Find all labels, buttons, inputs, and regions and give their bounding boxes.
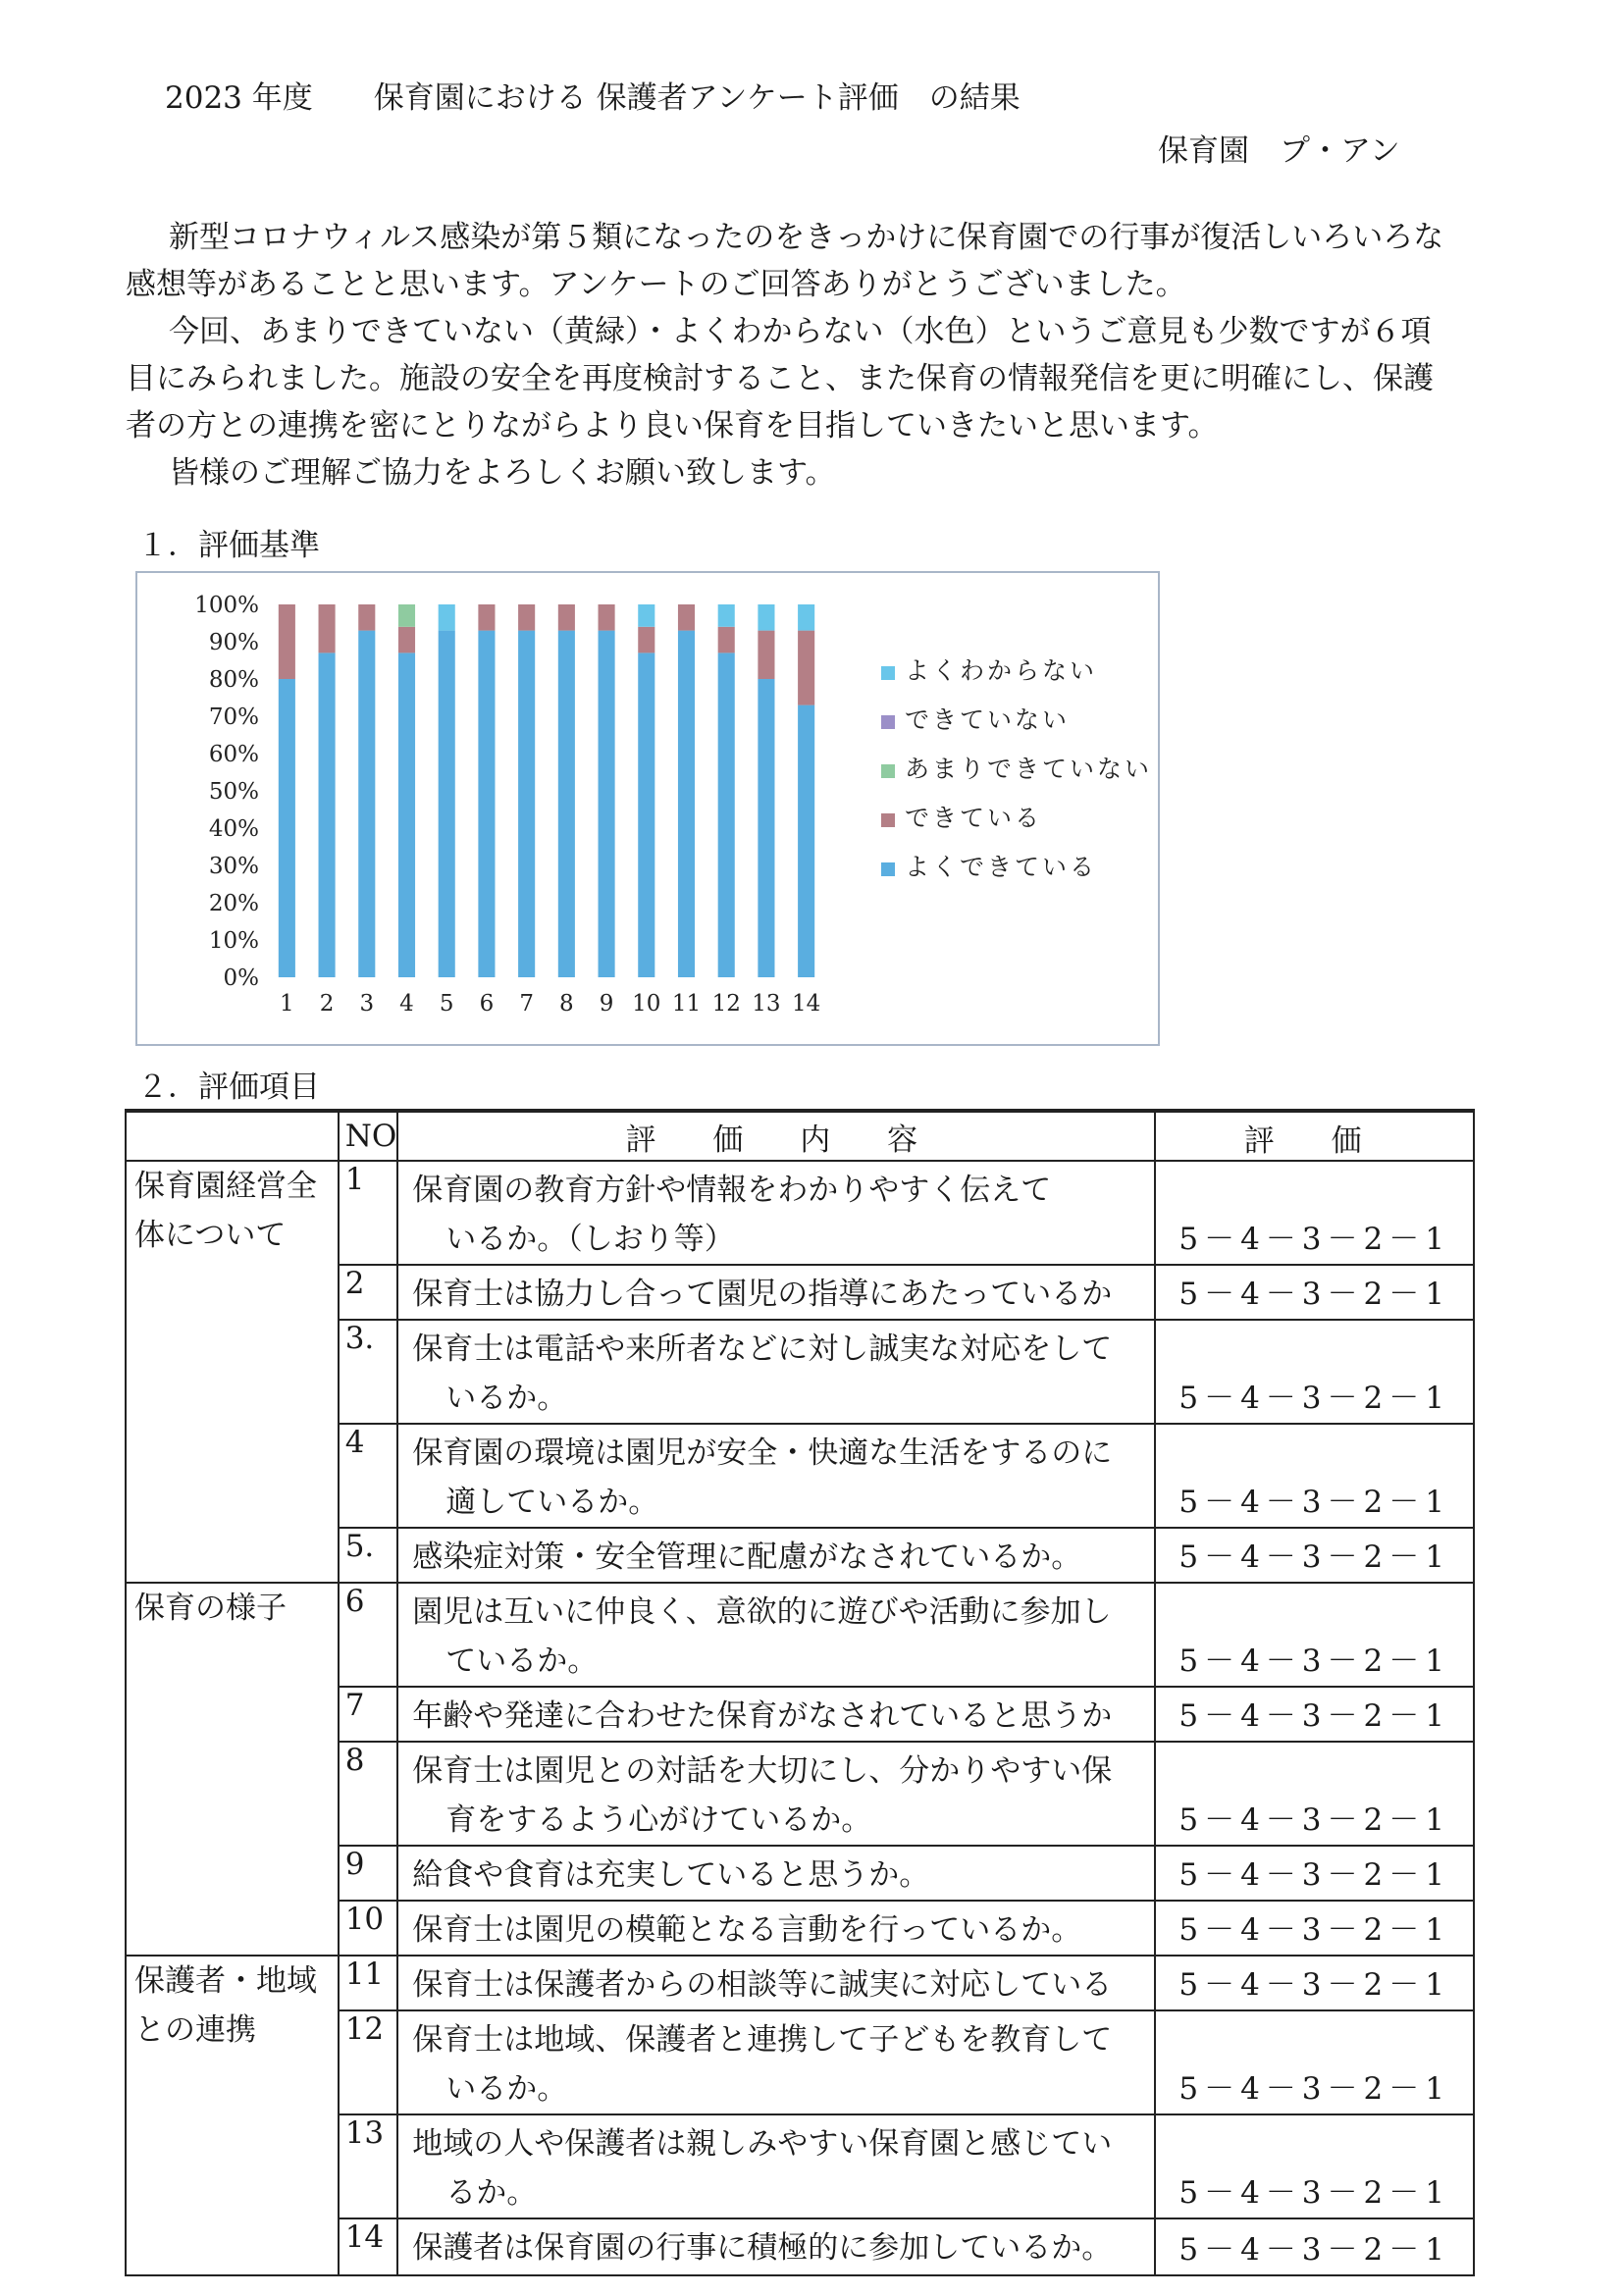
item-text	[412, 1902, 1154, 1955]
bar-segment	[398, 627, 415, 653]
item-line-1: 保護者は保育園の行事に積極的に参加しているか。	[412, 2230, 1113, 2266]
bar-segment	[358, 604, 375, 631]
item-line-2: 適しているか。	[445, 1485, 659, 1520]
rating-cell	[1155, 1687, 1474, 1742]
bar-segment	[798, 604, 814, 631]
chart-svg	[137, 573, 1158, 1044]
x-tick-label: 11	[671, 991, 702, 1017]
rating-scale: 5－4－3－2－1	[1178, 1802, 1450, 1838]
bar-segment	[518, 631, 535, 977]
x-tick-label: 3	[359, 991, 375, 1017]
legend-label: よくわからない	[905, 656, 1098, 685]
item-text	[412, 2219, 1154, 2272]
item-line-1: 保育士は園児との対話を大切にし、分かりやすい保	[412, 1753, 1113, 1789]
bar-segment	[558, 604, 575, 631]
intro-paragraph-1: 新型コロナウィルス感染が第５類になったのをきっかけに保育園での行事が復活しいろいろな感想等があることと思います。アンケートのご回答ありがとうございました。	[126, 220, 1444, 302]
rating-cell	[1155, 1846, 1474, 1901]
row-number: 13	[339, 2114, 398, 2218]
rating-scale: 5－4－3－2－1	[1178, 2071, 1450, 2107]
row-number: 9	[339, 1846, 398, 1901]
item-content	[397, 1528, 1155, 1583]
item-content	[397, 1901, 1155, 1956]
bar-segment	[678, 631, 695, 977]
row-number: 8	[339, 1742, 398, 1846]
item-line-1: 保育士は園児の模範となる言動を行っているか。	[412, 1912, 1082, 1948]
item-line-1: 保育園の教育方針や情報をわかりやすく伝えて	[412, 1173, 1052, 1208]
page-title: 2023 年度 保育園における 保護者アンケート評価 の結果	[165, 80, 1021, 116]
item-text	[412, 1688, 1154, 1741]
row-number: 10	[339, 1901, 398, 1956]
x-tick-label: 8	[559, 991, 574, 1017]
item-text	[412, 1529, 1154, 1582]
y-tick-label: 40%	[208, 816, 259, 842]
item-text	[412, 1321, 1154, 1423]
bar-segment	[599, 604, 615, 631]
legend-label: よくできている	[905, 853, 1098, 881]
bar-segment	[718, 604, 735, 627]
row-number: 2	[339, 1265, 398, 1320]
rating-cell	[1155, 1265, 1474, 1320]
y-tick-label: 20%	[208, 891, 259, 916]
y-tick-label: 50%	[208, 779, 259, 805]
bar-segment	[758, 631, 774, 679]
item-content	[397, 2114, 1155, 2218]
item-line-1: 感染症対策・安全管理に配慮がなされているか。	[412, 1539, 1082, 1575]
item-content	[397, 1320, 1155, 1424]
y-tick-label: 100%	[194, 593, 259, 618]
bar-segment	[319, 652, 336, 977]
item-text	[412, 1266, 1154, 1319]
bar-segment	[319, 604, 336, 652]
legend-swatch	[881, 764, 895, 778]
row-number: 1	[339, 1161, 398, 1265]
header-rating-label: 評 価	[1243, 1123, 1386, 1159]
category-label: 保育の様子	[134, 1591, 287, 1626]
item-line-2: るか。	[445, 2175, 538, 2211]
item-text	[412, 1847, 1154, 1900]
y-tick-label: 30%	[208, 854, 259, 879]
item-line-1: 保育士は協力し合って園児の指導にあたっているか	[412, 1277, 1113, 1312]
intro-text	[126, 214, 1460, 496]
legend-swatch	[881, 715, 895, 729]
x-tick-label: 5	[439, 991, 454, 1017]
bar-segment	[638, 652, 654, 977]
bar-segment	[358, 631, 375, 977]
bar-segment	[638, 604, 654, 627]
rating-cell	[1155, 1901, 1474, 1956]
category-cell	[126, 1161, 339, 1583]
bar-segment	[718, 652, 735, 977]
table-row	[126, 1583, 1474, 1687]
rating-scale: 5－4－3－2－1	[1178, 2175, 1450, 2211]
y-tick-label: 0%	[223, 965, 259, 991]
item-content	[397, 1687, 1155, 1742]
bar-segment	[558, 631, 575, 977]
row-number: 12	[339, 2010, 398, 2114]
bar-segment	[758, 679, 774, 977]
header-content-label: 評 価 内 容	[625, 1122, 942, 1158]
table-row	[126, 1161, 1474, 1265]
rating-cell	[1155, 2218, 1474, 2275]
y-tick-label: 90%	[208, 630, 259, 655]
row-number: 7	[339, 1687, 398, 1742]
bar-segment	[478, 604, 495, 631]
rating-scale: 5－4－3－2－1	[1178, 1381, 1450, 1416]
item-line-1: 保育士は保護者からの相談等に誠実に対応している	[412, 1967, 1113, 2003]
item-text	[412, 1425, 1154, 1527]
bar-segment	[279, 604, 295, 679]
rating-scale: 5－4－3－2－1	[1178, 1644, 1450, 1679]
x-tick-label: 4	[399, 991, 414, 1017]
item-text	[412, 2115, 1154, 2218]
x-tick-label: 7	[519, 991, 534, 1017]
item-content	[397, 1265, 1155, 1320]
item-line-2: いるか。（しおり等）	[445, 1222, 735, 1257]
item-line-1: 保育士は地域、保護者と連携して子どもを教育して	[412, 2022, 1113, 2058]
bar-segment	[678, 604, 695, 631]
rating-scale: 5－4－3－2－1	[1178, 1485, 1450, 1520]
item-line-1: 保育士は電話や来所者などに対し誠実な対応をして	[412, 1331, 1113, 1367]
rating-scale: 5－4－3－2－1	[1178, 2232, 1450, 2268]
item-text	[412, 1584, 1154, 1686]
legend-swatch	[881, 813, 895, 827]
header-no: NO	[339, 1111, 398, 1161]
item-text	[412, 1162, 1154, 1264]
bar-segment	[439, 604, 455, 631]
bar-segment	[398, 652, 415, 977]
item-content	[397, 1742, 1155, 1846]
item-text	[412, 2011, 1154, 2113]
row-number: 4	[339, 1424, 398, 1528]
rating-scale: 5－4－3－2－1	[1178, 1698, 1450, 1734]
x-tick-label: 1	[280, 991, 294, 1017]
item-line-1: 保育園の環境は園児が安全・快適な生活をするのに	[412, 1435, 1113, 1471]
item-content	[397, 1424, 1155, 1528]
rating-cell	[1155, 1161, 1474, 1265]
y-tick-label: 10%	[208, 928, 259, 954]
category-label: 保護者・地域との連携	[134, 1963, 317, 2048]
x-tick-label: 14	[792, 991, 821, 1017]
legend-label: できていない	[905, 705, 1071, 734]
category-label: 保育園経営全体について	[134, 1169, 317, 1253]
legend-swatch	[881, 862, 895, 876]
x-tick-label: 9	[599, 991, 614, 1017]
legend-label: できている	[905, 804, 1043, 832]
x-tick-label: 10	[632, 991, 661, 1017]
rating-cell	[1155, 1956, 1474, 2010]
bar-segment	[798, 705, 814, 977]
intro-paragraph-2: 今回、あまりできていない（黄緑）・よくわからない（水色）というご意見も少数ですが６項目にみられました。施設の安全を再度検討すること、また保育の情報発信を更に明確にし、保護者の方との連携を密にとりながらより良い保育を目指していきたいと思います。	[126, 314, 1434, 444]
rating-scale: 5－4－3－2－1	[1178, 1539, 1450, 1575]
row-number: 14	[339, 2218, 398, 2275]
bar-segment	[798, 631, 814, 705]
category-cell	[126, 1956, 339, 2275]
item-line-1: 地域の人や保護者は親しみやすい保育園と感じてい	[412, 2126, 1113, 2162]
evaluation-table	[125, 1109, 1475, 2276]
item-line-2: いるか。	[445, 2071, 568, 2107]
item-line-1: 園児は互いに仲良く、意欲的に遊びや活動に参加し	[412, 1594, 1112, 1630]
bar-segment	[478, 631, 495, 977]
item-content	[397, 1846, 1155, 1901]
item-content	[397, 2010, 1155, 2114]
row-number: 6	[339, 1583, 398, 1687]
rating-scale: 5－4－3－2－1	[1178, 1967, 1450, 2003]
category-cell	[126, 1583, 339, 1956]
organization-name: 保育園 プ・アン	[1158, 133, 1400, 169]
y-tick-label: 60%	[208, 742, 259, 767]
item-line-1: 給食や食育は充実していると思うか。	[412, 1857, 930, 1893]
bar-segment	[398, 604, 415, 627]
item-content	[397, 1956, 1155, 2010]
x-tick-label: 6	[479, 991, 495, 1017]
item-line-1: 年齢や発達に合わせた保育がなされていると思うか	[412, 1698, 1113, 1734]
section-heading-items: ２．評価項目	[137, 1070, 320, 1105]
item-content	[397, 1583, 1155, 1687]
bar-segment	[638, 627, 654, 653]
rating-cell	[1155, 1742, 1474, 1846]
item-text	[412, 1743, 1154, 1845]
row-number: 11	[339, 1956, 398, 2010]
bar-segment	[718, 627, 735, 653]
legend-label: あまりできていない	[905, 755, 1153, 783]
bar-segment	[599, 631, 615, 977]
header-content	[397, 1111, 1155, 1161]
x-tick-label: 2	[319, 991, 335, 1017]
table-header-row	[126, 1111, 1474, 1161]
rating-scale: 5－4－3－2－1	[1178, 1912, 1450, 1948]
item-line-2: ているか。	[445, 1644, 599, 1679]
bar-segment	[518, 604, 535, 631]
rating-cell	[1155, 2114, 1474, 2218]
header-rating	[1155, 1111, 1474, 1161]
header-category-blank	[126, 1111, 339, 1161]
table-row	[126, 1956, 1474, 2010]
bar-segment	[439, 631, 455, 977]
rating-scale: 5－4－3－2－1	[1178, 1222, 1450, 1257]
item-line-2: いるか。	[445, 1381, 568, 1416]
rating-cell	[1155, 1320, 1474, 1424]
rating-cell	[1155, 1583, 1474, 1687]
rating-scale: 5－4－3－2－1	[1178, 1277, 1450, 1312]
y-tick-label: 70%	[208, 704, 259, 730]
section-heading-criteria: １．評価基準	[137, 528, 320, 563]
rating-cell	[1155, 2010, 1474, 2114]
bar-segment	[758, 604, 774, 631]
row-number: 5.	[339, 1528, 398, 1583]
bar-segment	[279, 679, 295, 977]
legend-swatch	[881, 666, 895, 680]
rating-cell	[1155, 1424, 1474, 1528]
item-content	[397, 1161, 1155, 1265]
y-tick-label: 80%	[208, 667, 259, 693]
item-line-2: 育をするよう心がけているか。	[445, 1802, 872, 1838]
x-tick-label: 12	[711, 991, 741, 1017]
item-text	[412, 1957, 1154, 2009]
evaluation-chart	[135, 571, 1160, 1046]
rating-cell	[1155, 1528, 1474, 1583]
x-tick-label: 13	[752, 991, 781, 1017]
rating-scale: 5－4－3－2－1	[1178, 1857, 1450, 1893]
intro-paragraph-3: 皆様のご理解ご協力をよろしくお願い致します。	[169, 455, 836, 491]
row-number: 3.	[339, 1320, 398, 1424]
item-content	[397, 2218, 1155, 2275]
